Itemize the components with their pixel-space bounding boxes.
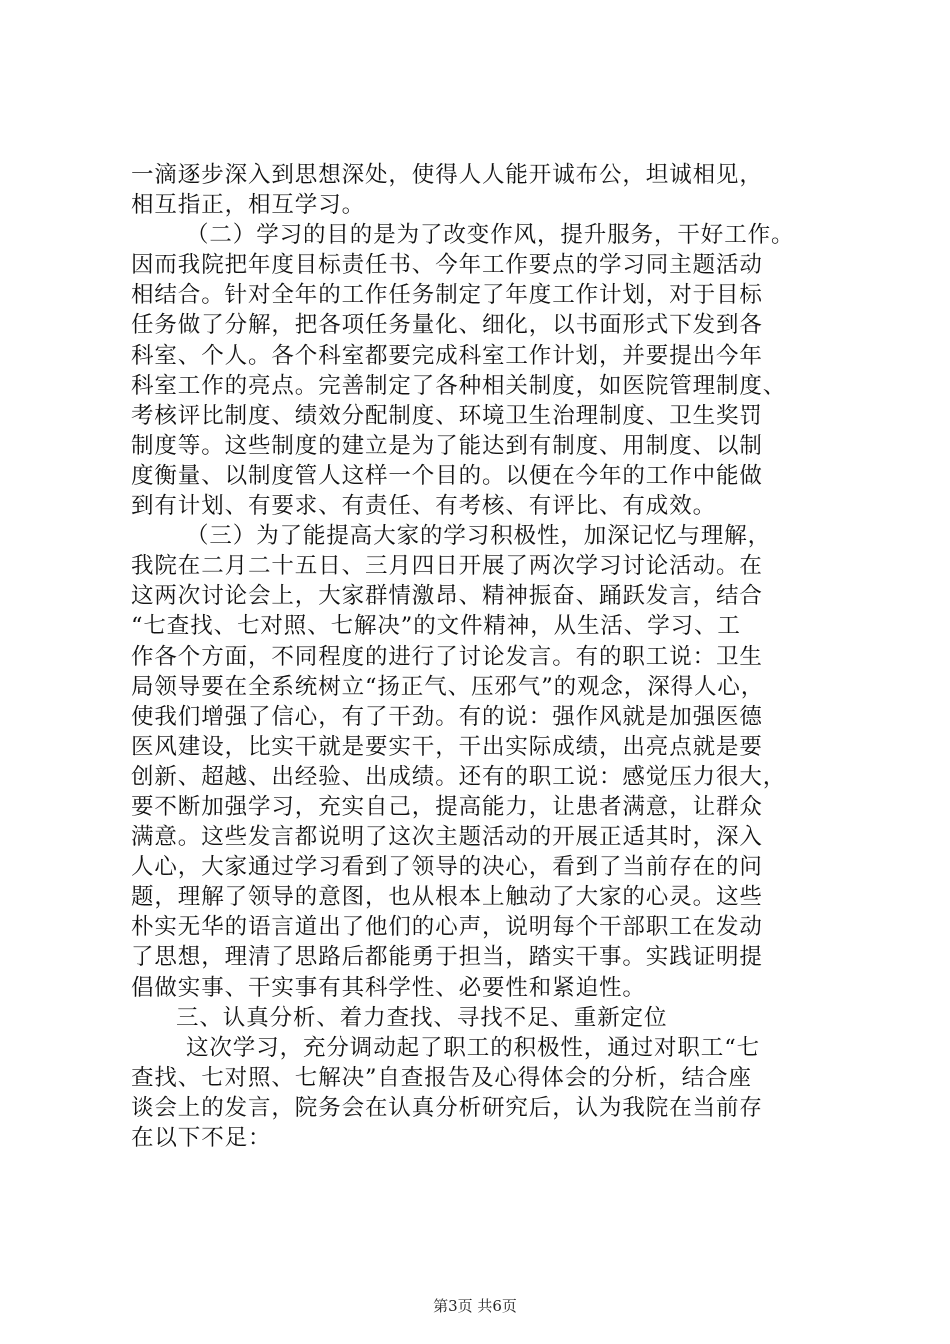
text-line: 相结合。针对全年的工作任务制定了年度工作计划，对于目标: [131, 282, 763, 309]
text-line: 我院在二月二十五日、三月四日开展了两次学习讨论活动。在: [131, 553, 763, 580]
text-line: 作各个方面，不同程度的进行了讨论发言。有的职工说：卫生: [131, 643, 763, 670]
text-line: 度衡量、以制度管人这样一个目的。以便在今年的工作中能做: [131, 462, 763, 489]
paragraph-start-line: （三）为了能提高大家的学习积极性，加深记忆与理解，: [186, 523, 772, 550]
text-line: 人心，大家通过学习看到了领导的决心，看到了当前存在的问: [131, 854, 763, 881]
text-line: 考核评比制度、绩效分配制度、环境卫生治理制度、卫生奖罚: [131, 402, 763, 429]
text-line: 创新、超越、出经验、出成绩。还有的职工说：感觉压力很大，: [131, 763, 787, 790]
text-line: 查找、七对照、七解决”自查报告及心得体会的分析，结合座: [131, 1064, 752, 1091]
page-number-footer: 第3页 共6页: [433, 1297, 517, 1315]
text-line: 满意。这些发言都说明了这次主题活动的开展正适其时，深入: [131, 824, 763, 851]
text-line: 题，理解了领导的意图，也从根本上触动了大家的心灵。这些: [131, 884, 763, 911]
text-line: 这两次讨论会上，大家群情激昂、精神振奋、踊跃发言，结合: [131, 583, 763, 610]
text-line: 到有计划、有要求、有责任、有考核、有评比、有成效。: [131, 493, 717, 520]
text-line: 医风建设，比实干就是要实干，干出实际成绩，出亮点就是要: [131, 733, 763, 760]
text-line: 倡做实事、干实事有其科学性、必要性和紧迫性。: [131, 974, 646, 1001]
text-line: 局领导要在全系统树立“扬正气、压邪气”的观念，深得人心，: [131, 673, 765, 700]
text-line: 在以下不足：: [131, 1125, 272, 1151]
section-heading: 三、认真分析、着力查找、寻找不足、重新定位: [176, 1004, 668, 1031]
text-line: 因而我院把年度目标责任书、今年工作要点的学习同主题活动: [131, 252, 763, 279]
paragraph-start-line: 这次学习，充分调动起了职工的积极性，通过对职工“七: [186, 1034, 761, 1061]
text-line: 任务做了分解，把各项任务量化、细化，以书面形式下发到各: [131, 312, 763, 339]
text-line: 科室工作的亮点。完善制定了各种相关制度，如医院管理制度、: [131, 372, 787, 399]
text-line: “七查找、七对照、七解决”的文件精神，从生活、学习、工: [131, 613, 741, 640]
text-line: 使我们增强了信心，有了干劲。有的说：强作风就是加强医德: [131, 703, 763, 730]
text-line: 了思想，理清了思路后都能勇于担当，踏实干事。实践证明提: [131, 944, 763, 971]
text-line: 相互指正，相互学习。: [131, 192, 366, 219]
text-line: 朴实无华的语言道出了他们的心声，说明每个干部职工在发动: [131, 914, 763, 941]
text-line: 要不断加强学习，充实自己，提高能力，让患者满意，让群众: [131, 793, 763, 820]
document-body: [131, 160, 831, 1153]
text-line: 谈会上的发言，院务会在认真分析研究后，认为我院在当前存: [131, 1094, 763, 1121]
text-line: 一滴逐步深入到思想深处，使得人人能开诚布公，坦诚相见，: [131, 162, 763, 188]
paragraph-start-line: （二）学习的目的是为了改变作风，提升服务，干好工作。: [186, 222, 795, 249]
text-line: 科室、个人。各个科室都要完成科室工作计划，并要提出今年: [131, 342, 763, 369]
text-line: 制度等。这些制度的建立是为了能达到有制度、用制度、以制: [131, 432, 763, 459]
